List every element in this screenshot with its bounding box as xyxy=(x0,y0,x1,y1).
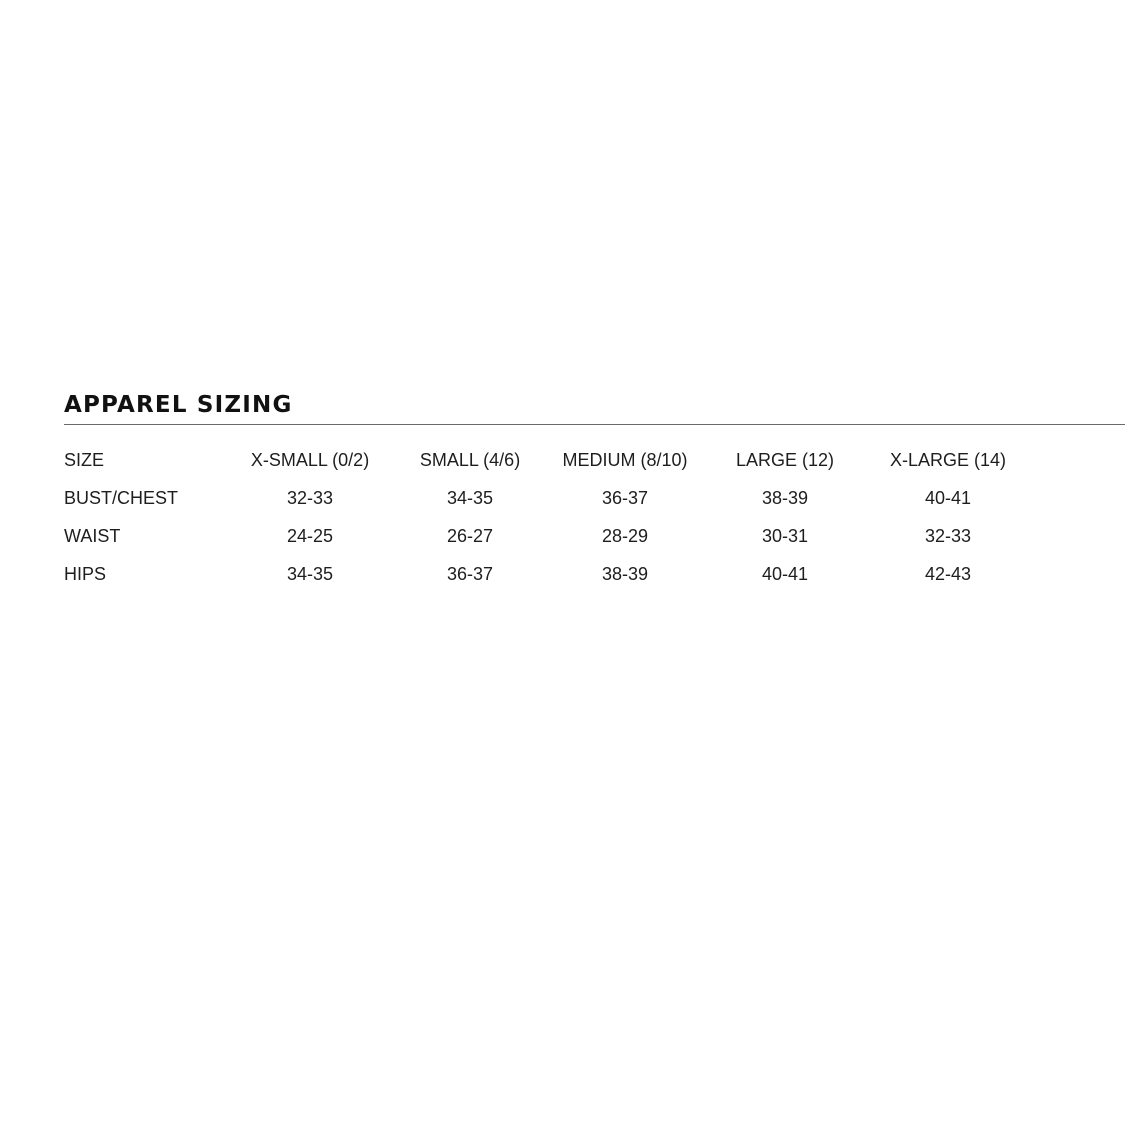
row-label-hips: HIPS xyxy=(64,564,107,584)
column-header: MEDIUM (8/10) xyxy=(562,450,688,470)
column-header: LARGE (12) xyxy=(735,450,835,470)
column-header: X-SMALL (0/2) xyxy=(250,450,370,470)
table-cell: 26-27 xyxy=(446,526,494,546)
table-cell: 32-33 xyxy=(924,526,972,546)
table-cell: 38-39 xyxy=(601,564,649,584)
table-cell: 28-29 xyxy=(601,526,649,546)
table-header-row xyxy=(0,440,1125,478)
table-row xyxy=(0,516,1125,554)
table-cell: 40-41 xyxy=(761,564,809,584)
size-table xyxy=(0,440,1125,592)
table-cell: 34-35 xyxy=(286,564,334,584)
table-cell: 30-31 xyxy=(761,526,809,546)
table-cell: 36-37 xyxy=(446,564,494,584)
table-cell: 34-35 xyxy=(446,488,494,508)
table-cell: 36-37 xyxy=(601,488,649,508)
table-cell: 24-25 xyxy=(286,526,334,546)
column-header: SMALL (4/6) xyxy=(419,450,521,470)
page-title: APPAREL SIZING xyxy=(64,392,293,418)
table-cell: 42-43 xyxy=(924,564,972,584)
table-cell: 38-39 xyxy=(761,488,809,508)
table-cell: 32-33 xyxy=(286,488,334,508)
table-row xyxy=(0,554,1125,592)
header-label: SIZE xyxy=(64,450,105,470)
table-cell: 40-41 xyxy=(924,488,972,508)
title-divider xyxy=(64,424,1125,425)
table-row xyxy=(0,478,1125,516)
column-header: X-LARGE (14) xyxy=(889,450,1007,470)
row-label-bust-chest: BUST/CHEST xyxy=(64,488,179,508)
row-label-waist: WAIST xyxy=(64,526,121,546)
